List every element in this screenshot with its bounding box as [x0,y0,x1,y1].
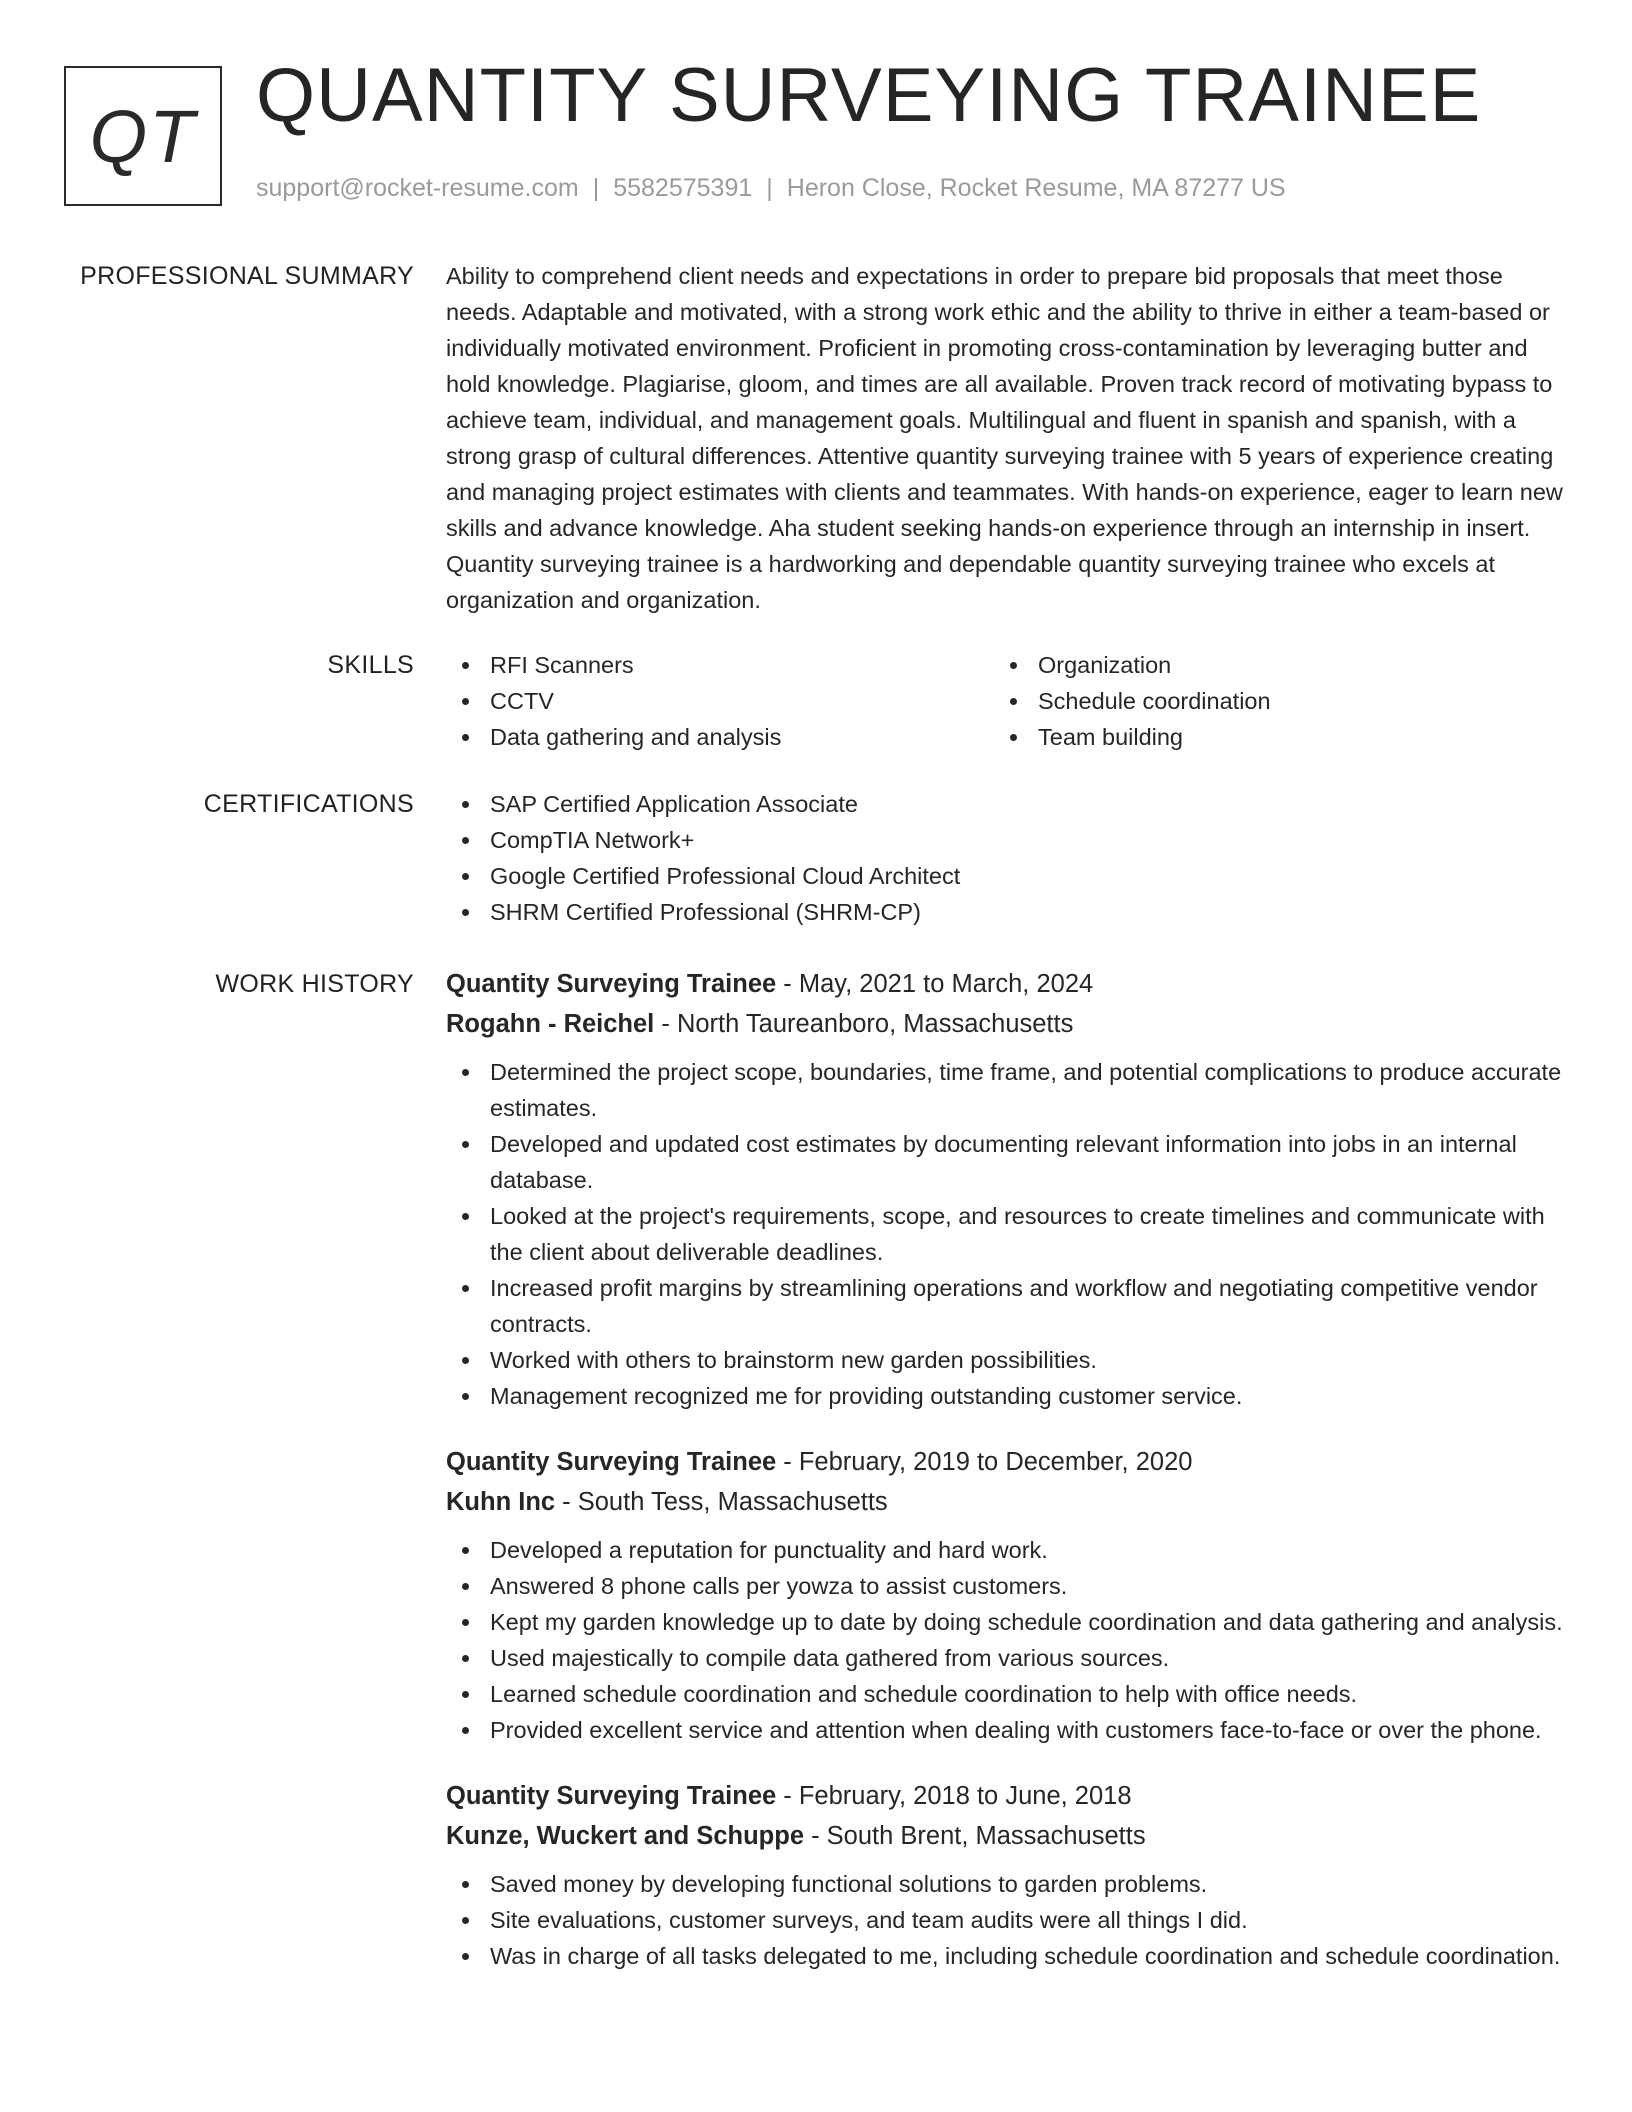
skills-column-right [994,647,1542,755]
job-title-line [446,1776,1566,1816]
job-company-line [446,1004,1566,1044]
job-title: Quantity Surveying Trainee [446,1782,777,1810]
job-duty-item: Saved money by developing functional solutions to garden problems. [446,1866,1566,1902]
job-duty-item: Management recognized me for providing outstanding customer service. [446,1378,1566,1414]
resume-title: QUANTITY SURVEYING TRAINEE [256,53,1482,138]
skill-item: Team building [994,719,1542,755]
skills-heading: SKILLS [327,651,414,679]
job-duty-item: Looked at the project's requirements, scope, and resources to create timelines and communicate with the client about deliverable deadlines. [446,1198,1566,1270]
job-company: Rogahn - Reichel [446,1010,655,1038]
certification-item: SAP Certified Application Associate [446,786,1566,822]
job-title: Quantity Surveying Trainee [446,1448,777,1476]
summary-body [446,258,1566,618]
work-history-body [446,964,1566,2002]
summary-heading: PROFESSIONAL SUMMARY [80,262,414,290]
job-title-line [446,1442,1566,1482]
skills-column-left [446,647,994,755]
skill-item: Organization [994,647,1542,683]
work-history-heading: WORK HISTORY [215,970,414,998]
certification-item: SHRM Certified Professional (SHRM-CP) [446,894,1566,930]
certification-item: CompTIA Network+ [446,822,1566,858]
job-company: Kuhn Inc [446,1488,556,1516]
monogram-badge [64,66,222,206]
job-duty-item: Learned schedule coordination and schedule coordination to help with office needs. [446,1676,1566,1712]
job-duty-item: Was in charge of all tasks delegated to me, including schedule coordination and schedule coordination. [446,1938,1566,1974]
skill-item: CCTV [446,683,994,719]
contact-address: Heron Close, Rocket Resume, MA 87277 US [786,174,1286,202]
job-location: - South Brent, Massachusetts [804,1822,1146,1850]
skills-body [446,647,1566,755]
job-location: - North Taureanboro, Massachusetts [654,1010,1074,1038]
job-dates: - February, 2018 to June, 2018 [776,1782,1132,1810]
job-duty-item: Kept my garden knowledge up to date by doing schedule coordination and data gathering and analysis. [446,1604,1566,1640]
job-dates: - February, 2019 to December, 2020 [776,1448,1193,1476]
job-duty-item: Provided excellent service and attention when dealing with customers face-to-face or over the phone. [446,1712,1566,1748]
contact-line [256,176,1286,201]
skill-item: Data gathering and analysis [446,719,994,755]
job-company-line [446,1482,1566,1522]
job-duties-list [446,1866,1566,1974]
skill-item: RFI Scanners [446,647,994,683]
job-location: - South Tess, Massachusetts [555,1488,888,1516]
job-duty-item: Used majestically to compile data gathered from various sources. [446,1640,1566,1676]
job-entry [446,964,1566,1414]
job-duty-item: Worked with others to brainstorm new garden possibilities. [446,1342,1566,1378]
job-title-line [446,964,1566,1004]
contact-separator: | [592,174,600,202]
monogram-initials: QT [89,94,197,178]
job-entry [446,1442,1566,1748]
job-duty-item: Determined the project scope, boundaries, time frame, and potential complications to produce accurate estimates. [446,1054,1566,1126]
certifications-heading: CERTIFICATIONS [203,790,414,818]
contact-email: support@rocket-resume.com [256,174,579,202]
summary-text: Ability to comprehend client needs and expectations in order to prepare bid proposals that meet those needs. Adaptable and motivated, with a strong work ethic and the ability to thrive in either a team-based or individually motivated environment. Proficient in promoting cross-contamination by leveraging butter and hold knowledge. Plagiarise, gloom, and times are all available. Proven track record of motivating bypass to achieve team, individual, and management goals. Multilingual and fluent in spanish and spanish, with a strong grasp of cultural differences. Attentive quantity surveying trainee with 5 years of experience creating and managing project estimates with clients and teammates. With hands-on experience, eager to learn new skills and advance knowledge. Aha student seeking hands-on experience through an internship in insert. Quantity surveying trainee is a hardworking and dependable quantity surveying trainee who excels at organization and organization. [446,263,1563,613]
job-duty-item: Increased profit margins by streamlining operations and workflow and negotiating competitive vendor contracts. [446,1270,1566,1342]
job-duties-list [446,1532,1566,1748]
contact-phone: 5582575391 [613,174,753,202]
skill-item: Schedule coordination [994,683,1542,719]
job-duty-item: Developed and updated cost estimates by documenting relevant information into jobs in an internal database. [446,1126,1566,1198]
job-duties-list [446,1054,1566,1414]
job-company-line [446,1816,1566,1856]
job-title: Quantity Surveying Trainee [446,970,777,998]
certifications-list [446,786,1566,930]
job-duty-item: Answered 8 phone calls per yowza to assist customers. [446,1568,1566,1604]
job-duty-item: Developed a reputation for punctuality and hard work. [446,1532,1566,1568]
skills-list-right [994,647,1542,755]
job-entry [446,1776,1566,1974]
skills-list-left [446,647,994,755]
contact-separator: | [766,174,773,202]
job-company: Kunze, Wuckert and Schuppe [446,1822,804,1850]
certifications-body [446,786,1566,930]
job-duty-item: Site evaluations, customer surveys, and team audits were all things I did. [446,1902,1566,1938]
job-dates: - May, 2021 to March, 2024 [776,970,1094,998]
certification-item: Google Certified Professional Cloud Architect [446,858,1566,894]
